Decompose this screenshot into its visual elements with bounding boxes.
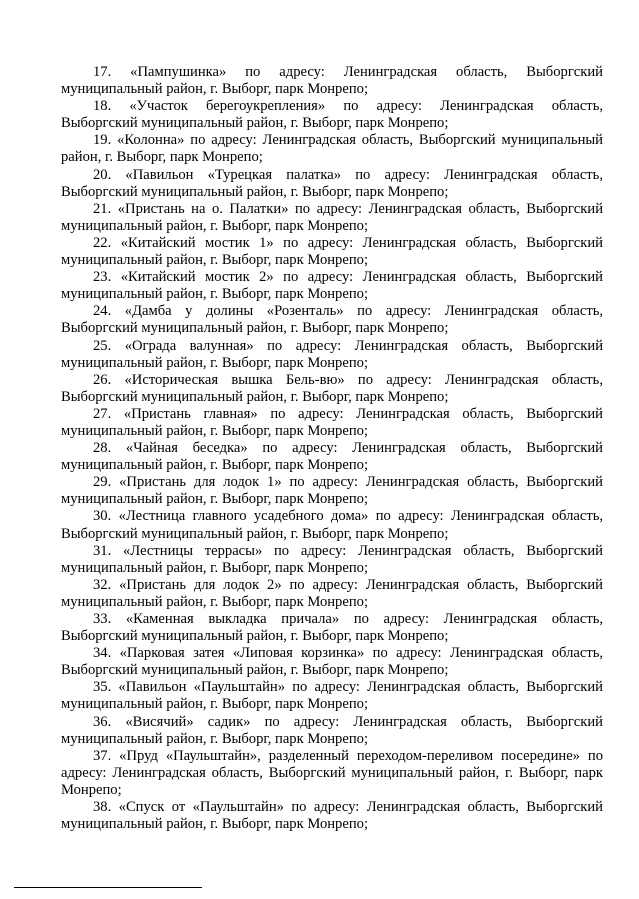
list-item [61,269,603,303]
list-item-line: 34. «Парковая затея «Липовая корзинка» по адресу: Ленинградская область, [93,645,603,662]
list-item [61,132,603,166]
list-item-line: Выборгский муниципальный район, г. Выборг, парк Монрепо; [61,388,449,405]
list-item [61,577,603,611]
list-item-line: муниципальный район, г. Выборг, парк Монрепо; [61,422,368,439]
list-item-line: 19. «Колонна» по адресу: Ленинградская область, Выборгский муниципальный [93,132,603,149]
list-item-line: 22. «Китайский мостик 1» по адресу: Ленинградская область, Выборгский [93,234,603,251]
list-item [61,167,603,201]
list-item [61,748,603,799]
list-item [61,338,603,372]
list-item-line: 29. «Пристань для лодок 1» по адресу: Ленинградская область, Выборгский [93,474,603,491]
list-item [61,543,603,577]
list-item-line: 33. «Каменная выкладка причала» по адресу: Ленинградская область, [93,611,603,627]
list-item [61,303,603,337]
list-item-line: муниципальный район, г. Выборг, парк Монрепо; [61,354,368,371]
list-item-line: муниципальный район, г. Выборг, парк Монрепо; [61,816,368,833]
list-item-line: 17. «Пампушинка» по адресу: Ленинградская область, Выборгский [93,64,603,80]
list-item-line: 32. «Пристань для лодок 2» по адресу: Ленинградская область, Выборгский [93,576,603,593]
list-item-line: муниципальный район, г. Выборг, парк Монрепо; [61,559,368,576]
footnote-separator-line [14,887,202,888]
list-item-line: Выборгский муниципальный район, г. Выборг, парк Монрепо; [61,628,449,645]
list-item [61,201,603,235]
list-item-line: муниципальный район, г. Выборг, парк Монрепо; [61,252,368,269]
list-item-line: 23. «Китайский мостик 2» по адресу: Ленинградская область, Выборгский [93,269,603,286]
list-item-line: 26. «Историческая вышка Бель-вю» по адресу: Ленинградская область, [93,371,603,388]
list-item-line: 36. «Висячий» садик» по адресу: Ленинградская область, Выборгский [93,713,603,730]
list-item-line: 18. «Участок берегоукрепления» по адресу: Ленинградская область, [93,98,603,115]
list-item-line: муниципальный район, г. Выборг, парк Монрепо; [61,81,368,98]
list-item-line: муниципальный район, г. Выборг, парк Монрепо; [61,491,368,508]
list-item-line: Выборгский муниципальный район, г. Выборг, парк Монрепо; [61,183,449,200]
list-item-line: 27. «Пристань главная» по адресу: Ленинградская область, Выборгский [93,405,603,422]
list-item [61,645,603,679]
list-item-line: 21. «Пристань на о. Палатки» по адресу: Ленинградская область, Выборгский [93,200,603,217]
list-item-line: район, г. Выборг, парк Монрепо; [61,149,263,166]
list-item-line: муниципальный район, г. Выборг, парк Монрепо; [61,457,368,474]
list-item-line: 35. «Павильон «Паульштайн» по адресу: Ленинградская область, Выборгский [93,679,603,696]
list-item [61,235,603,269]
list-item [61,679,603,713]
list-item-line: 30. «Лестница главного усадебного дома» по адресу: Ленинградская область, [93,508,603,525]
list-item-line: муниципальный район, г. Выборг, парк Монрепо; [61,730,368,747]
list-item-line: муниципальный район, г. Выборг, парк Монрепо; [61,286,368,303]
list-item-line: Выборгский муниципальный район, г. Выборг, парк Монрепо; [61,525,449,542]
list-item [61,508,603,542]
list-item-line: Выборгский муниципальный район, г. Выборг, парк Монрепо; [61,320,449,337]
list-item-line: Монрепо; [61,781,122,798]
list-item [61,799,603,833]
list-item-line: 25. «Ограда валунная» по адресу: Ленинградская область, Выборгский [93,337,603,354]
list-item [61,406,603,440]
list-item-line: 20. «Павильон «Турецкая палатка» по адресу: Ленинградская область, [93,166,603,183]
list-item-line: муниципальный район, г. Выборг, парк Монрепо; [61,217,368,234]
list-item [61,714,603,748]
document-body [61,64,603,833]
list-item [61,64,603,98]
list-item-line: 38. «Спуск от «Паульштайн» по адресу: Ленинградская область, Выборгский [93,799,603,816]
list-item-line: адресу: Ленинградская область, Выборгский муниципальный район, г. Выборг, парк [61,764,603,781]
list-item [61,372,603,406]
list-item-line: Выборгский муниципальный район, г. Выборг, парк Монрепо; [61,662,449,679]
list-item-line: муниципальный район, г. Выборг, парк Монрепо; [61,696,368,713]
list-item [61,440,603,474]
list-item [61,98,603,132]
list-item-line: 31. «Лестницы террасы» по адресу: Ленинградская область, Выборгский [93,542,603,559]
list-item-line: 24. «Дамба у долины «Розенталь» по адресу: Ленинградская область, [93,303,603,320]
list-item [61,611,603,645]
list-item-line: 37. «Пруд «Паульштайн», разделенный переходом-переливом посередине» по [93,747,603,764]
list-item-line: Выборгский муниципальный район, г. Выборг, парк Монрепо; [61,115,449,132]
list-item [61,474,603,508]
list-item-line: 28. «Чайная беседка» по адресу: Ленинградская область, Выборгский [93,440,603,457]
list-item-line: муниципальный район, г. Выборг, парк Монрепо; [61,593,368,610]
